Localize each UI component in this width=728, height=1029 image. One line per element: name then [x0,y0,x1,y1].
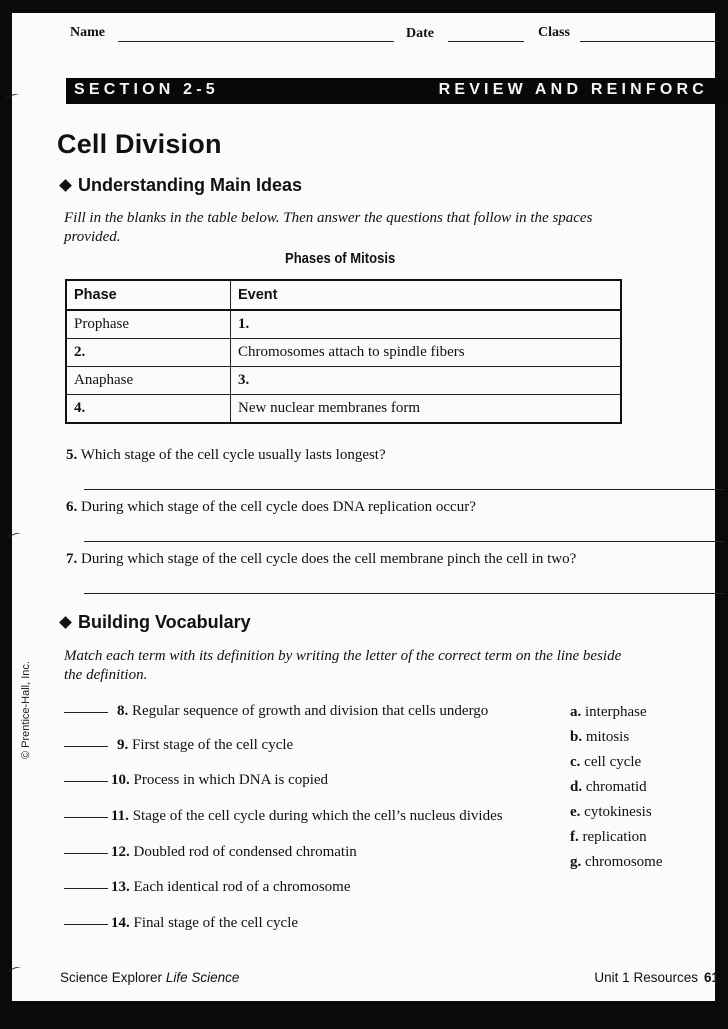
term-a [570,704,647,721]
definition-number: 14. [111,915,130,931]
answer-blank-11[interactable] [64,817,108,818]
term-text: replication [582,829,647,845]
footer-unit: Unit 1 Resources [594,970,698,985]
table-title: Phases of Mitosis [285,251,396,267]
section-banner [66,78,726,104]
term-f [570,829,647,846]
name-label: Name [70,25,105,40]
vocabulary-instructions: Match each term with its definition by writing the letter of the correct term on the line beside the definition. [64,648,622,683]
term-e [570,804,652,821]
question-number: 7. [66,551,78,567]
definition-text: Regular sequence of growth and division that cells undergo [132,703,489,719]
term-text: cell cycle [584,754,642,770]
vocabulary-heading-text: Building Vocabulary [78,612,251,632]
name-field[interactable] [118,41,394,42]
term-text: interphase [585,704,647,720]
phase-cell: Prophase [66,310,231,339]
term-d [570,779,647,796]
diamond-bullet-icon [59,179,72,192]
definition-number: 10. [111,772,130,788]
table-header-row [66,280,621,310]
date-field[interactable] [448,41,524,42]
answer-blank-14[interactable] [64,924,108,925]
copyright-notice: © Prentice-Hall, Inc. [20,661,32,759]
term-text: mitosis [585,729,630,745]
term-text: chromatid [585,779,647,795]
question-number: 6. [66,499,78,515]
pen-mark-decoration [5,965,22,978]
page-title: Cell Division [57,129,222,159]
definition-text: Each identical rod of a chromosome [133,879,351,895]
question-number: 5. [66,447,78,463]
section-type: REVIEW AND REINFORC [438,81,708,98]
date-label: Date [406,26,434,41]
answer-line-5[interactable] [84,489,724,490]
question-7 [66,551,576,568]
phase-cell: Anaphase [66,367,231,395]
phases-table [65,279,622,424]
definition-14 [64,915,298,932]
answer-blank-13[interactable] [64,888,108,889]
definition-10 [64,772,328,789]
term-letter: g. [570,854,582,870]
phase-blank-4[interactable]: 4. [66,395,231,424]
definition-12 [64,844,357,861]
event-cell: New nuclear membranes form [231,395,622,424]
table-row [66,395,621,424]
event-cell: Chromosomes attach to spindle fibers [231,339,622,367]
definition-9 [64,737,293,754]
main-ideas-heading [57,175,302,196]
column-header-phase: Phase [66,280,231,310]
column-header-event: Event [231,280,622,310]
answer-blank-9[interactable] [64,746,108,747]
term-b [570,729,629,746]
term-letter: b. [570,729,583,745]
footer-book-prefix: Science Explorer [60,970,166,985]
definition-number: 11. [111,808,129,824]
answer-blank-8[interactable] [64,712,108,713]
phase-blank-2[interactable]: 2. [66,339,231,367]
table-row [66,339,621,367]
definition-text: Final stage of the cell cycle [133,915,299,931]
section-number: SECTION 2-5 [74,81,219,98]
worksheet-page [12,13,719,1001]
pen-mark-decoration [5,531,22,544]
main-ideas-instructions: Fill in the blanks in the table below. Then answer the questions that follow in the spaces provided. [64,210,593,245]
footer-book-title [60,970,239,985]
question-text: During which stage of the cell cycle does the cell membrane pinch the cell in two? [81,551,577,567]
event-blank-3[interactable]: 3. [231,367,622,395]
term-g [570,854,662,871]
table-row [66,367,621,395]
definition-13 [64,879,351,896]
event-blank-1[interactable]: 1. [231,310,622,339]
term-letter: c. [570,754,581,770]
question-6 [66,499,476,516]
definition-number: 13. [111,879,130,895]
footer-book-italic: Life Science [165,970,240,985]
definition-text: Process in which DNA is copied [133,772,329,788]
definition-text: Stage of the cell cycle during which the cell’s nucleus divides [132,808,503,824]
definition-text: First stage of the cell cycle [132,737,294,753]
definition-text: Doubled rod of condensed chromatin [133,844,357,860]
main-ideas-heading-text: Understanding Main Ideas [78,175,303,195]
answer-blank-10[interactable] [64,781,108,782]
definition-number: 12. [111,844,130,860]
question-text: Which stage of the cell cycle usually lasts longest? [80,447,386,463]
table-row [66,310,621,339]
term-text: cytokinesis [584,804,652,820]
class-field[interactable] [580,41,720,42]
term-letter: d. [570,779,583,795]
vocabulary-heading [57,612,251,633]
page-number: 61 [703,970,719,985]
pen-mark-decoration [3,92,20,105]
term-letter: e. [570,804,581,820]
term-c [570,754,641,771]
footer-page-info [594,970,719,985]
definition-number: 9. [117,737,129,753]
definition-number: 8. [117,703,129,719]
definition-8 [64,703,488,720]
class-label: Class [538,25,570,40]
answer-line-7[interactable] [84,593,724,594]
term-text: chromosome [585,854,663,870]
answer-blank-12[interactable] [64,853,108,854]
question-text: During which stage of the cell cycle does DNA replication occur? [81,499,476,515]
diamond-bullet-icon [59,616,72,629]
term-letter: a. [570,704,582,720]
answer-line-6[interactable] [84,541,724,542]
term-letter: f. [570,829,579,845]
definition-11 [64,808,503,825]
question-5 [66,447,386,464]
